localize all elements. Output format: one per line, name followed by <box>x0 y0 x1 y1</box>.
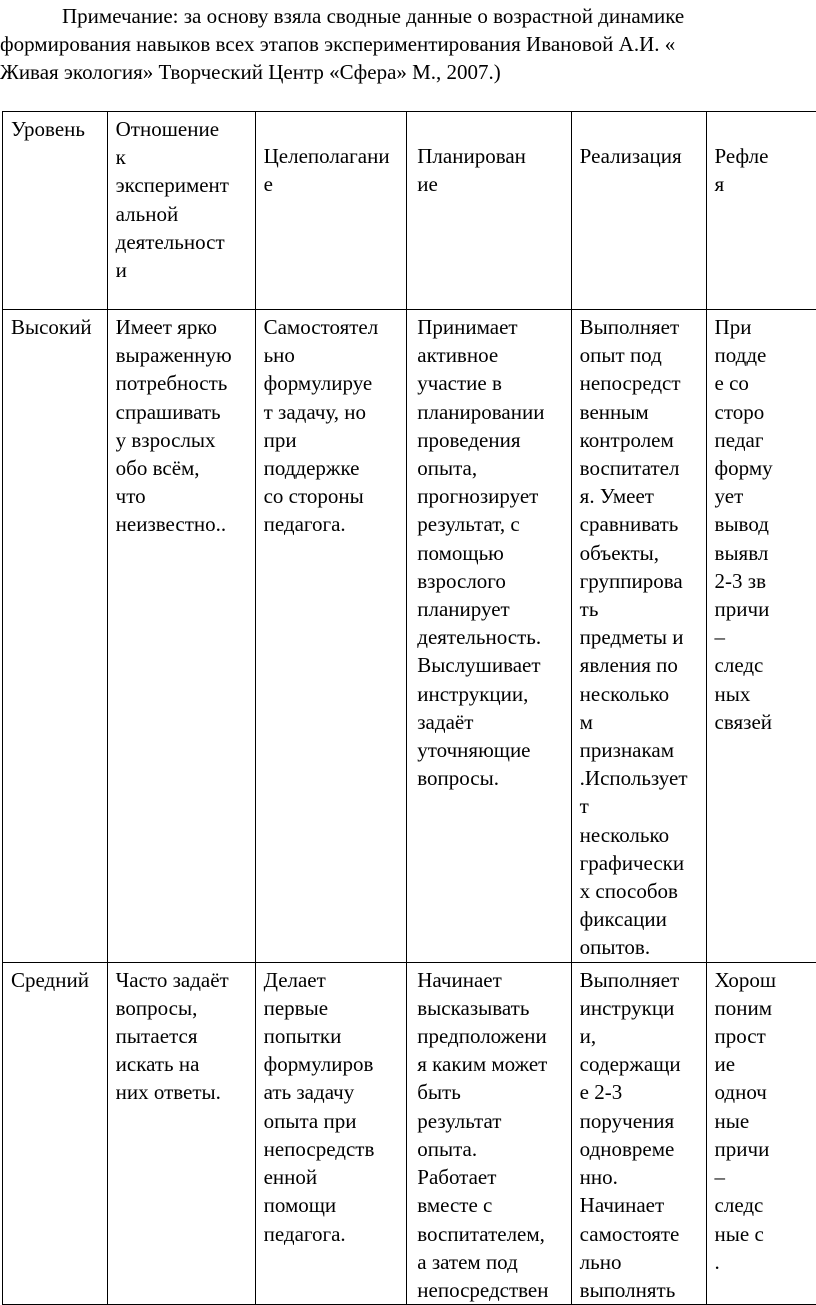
table-row <box>3 310 816 963</box>
table-cell: Начинает высказывать предположени я каким может быть результат опыта. Работает вместе с воспитателем, а затем под непосредствен <box>407 962 571 1304</box>
table-cell: Делает первые попытки формулиров ать задачу опыта при непосредств енной помощи педагога. <box>255 962 407 1304</box>
table-cell: Выполняет опыт под непосредст венным контролем воспитател я. Умеет сравнивать объекты, группирова ть предметы и явления по несколько м признакам .Использует т несколько графически х способов фиксации опытов. <box>571 310 706 963</box>
header-goal-setting: Целеполагани е <box>255 112 407 310</box>
header-level: Уровень <box>3 112 108 310</box>
note-line-2: формирования навыков всех этапов экспериментирования Ивановой А.И. « <box>0 30 816 58</box>
table-cell: Выполняет инструкци и, содержащи е 2-3 поручения одновреме нно. Начинает самостояте льно выполнять <box>571 962 706 1304</box>
table-cell: Высокий <box>3 310 108 963</box>
header-realization: Реализация <box>571 112 706 310</box>
table-row <box>3 962 816 1304</box>
table-cell: Принимает активное участие в планировании проведения опыта, прогнозирует результат, с помощью взрослого планирует деятельность. Выслушивает инструкции, задаёт уточняющие вопросы. <box>407 310 571 963</box>
table-header-row <box>3 112 816 310</box>
table-cell: Хорош поним прост ие одноч ные причи – следс ные с . <box>706 962 816 1304</box>
skills-level-table <box>2 111 816 1305</box>
table-cell: Средний <box>3 962 108 1304</box>
note-paragraph <box>0 2 816 86</box>
header-planning: Планирован ие <box>407 112 571 310</box>
header-attitude: Отношение к эксперимент альной деятельност и <box>107 112 255 310</box>
table-cell: Имеет ярко выраженную потребность спрашивать у взрослых обо всём, что неизвестно.. <box>107 310 255 963</box>
table-cell: Самостоятел ьно формулируе т задачу, но при поддержке со стороны педагога. <box>255 310 407 963</box>
note-line-3: Живая экология» Творческий Центр «Сфера» М., 2007.) <box>0 58 816 86</box>
table-cell: Часто задаёт вопросы, пытается искать на них ответы. <box>107 962 255 1304</box>
header-reflection: Рефле я <box>706 112 816 310</box>
table-cell: При подде е со сторо педаг форму ует вывод выявл 2-3 зв причи – следс ных связей <box>706 310 816 963</box>
note-line-1: Примечание: за основу взяла сводные данные о возрастной динамике <box>0 2 816 30</box>
